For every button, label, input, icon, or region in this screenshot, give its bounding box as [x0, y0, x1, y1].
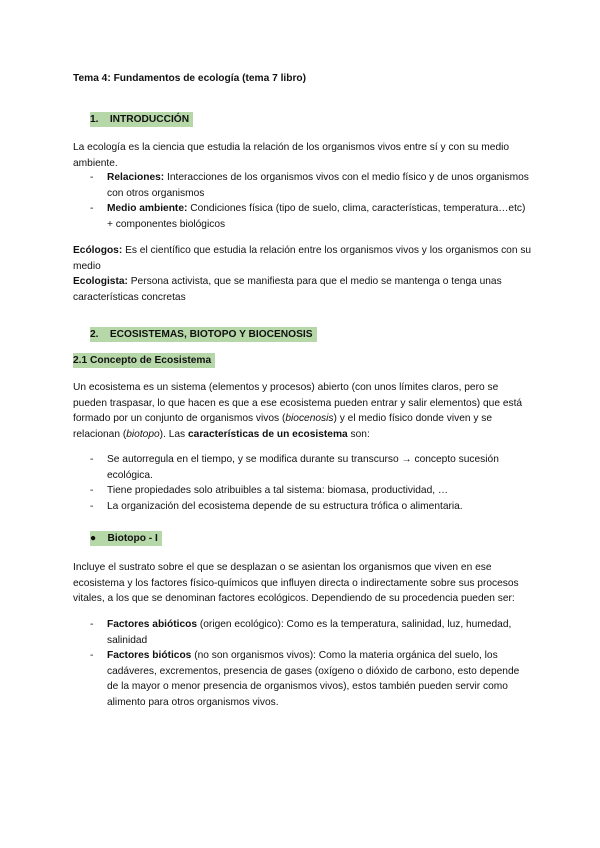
document-title: Tema 4: Fundamentos de ecología (tema 7 libro) [73, 73, 307, 84]
dash-bullet: - [90, 203, 94, 214]
bullet-icon: ● [90, 533, 97, 544]
biotopo-paragraph: Incluye el sustrato sobre el que se desplazan o se asientan los organismos que viven en ese ecosistema y los factores físico-químicos que influyen directa o indirectamente sobre sus procesos vitales, a los que se denominan factores ecológicos. Dependiendo de su procedencia pueden ser: [73, 562, 519, 604]
section-2-number: 2. [90, 329, 99, 340]
dash-bullet: - [90, 500, 94, 512]
list-item: - Se autorregula en el tiempo, y se modifica durante su transcurso → concepto sucesión ecológica. [90, 454, 499, 481]
list-item: - Factores abióticos (origen ecológico): Como es la temperatura, salinidad, luz, humedad, salinidad [90, 619, 512, 646]
list-item: - Relaciones: Interacciones de los organismos vivos con el medio físico y de unos organismos con otros organismos [90, 172, 529, 199]
subsection-2-1-title: 2.1 Concepto de Ecosistema [73, 353, 215, 368]
intro-paragraph: La ecología es la ciencia que estudia la relación de los organismos vivos entre sí y con su medio ambiente. [73, 142, 510, 169]
dash-bullet: - [90, 619, 94, 630]
dash-bullet: - [90, 485, 94, 496]
list-item: - La organización del ecosistema depende de su estructura trófica o alimentaria. [90, 499, 530, 515]
subsection-2-1-heading [73, 353, 533, 369]
biotopo-heading [90, 531, 550, 547]
list-item: - Tiene propiedades solo atribuibles a tal sistema: biomasa, productividad, … [90, 483, 530, 499]
list-item: - Medio ambiente: Condiciones física (tipo de suelo, clima, características, temperatura…etc) + componentes biológicos [90, 203, 526, 230]
biotopo-title: Biotopo - I [107, 533, 158, 544]
section-2-title: ECOSISTEMAS, BIOTOPO Y BIOCENOSIS [109, 329, 313, 340]
dash-bullet: - [90, 172, 94, 183]
ecosistema-paragraph: Un ecosistema es un sistema (elementos y procesos) abierto (con unos límites claros, pero se pueden traspasar, lo que hacen es que a ese ecosistema pueden entrar y salir elementos) que está formado por un conjunto de organismos vivos (biocenosis) y el medio físico donde viven y se relacionan (biotopo). Las características de un ecosistema son: [73, 382, 523, 440]
ecologos-definition: Ecólogos: Es el científico que estudia la relación entre los organismos vivos y los organismos con su medio Ecologista: Persona activista, que se manifiesta para que el medio se mantenga o tenga unas características concretas [73, 245, 532, 303]
dash-bullet: - [90, 650, 94, 661]
section-1-number: 1. [90, 114, 99, 125]
intro-list [90, 170, 530, 232]
list-item: - Factores bióticos (no son organismos vivos): Como la materia orgánica del suelo, los cadáveres, excrementos, presencia de gases (oxígeno o dióxido de carbono, esto depende de la mayor o menor presencia de organismos vivos), estos también pueden servir como alimento para otros organismos vivos. [90, 650, 520, 708]
section-2-heading [90, 327, 550, 343]
ecosistema-characteristics-list [90, 452, 530, 514]
section-1-title: INTRODUCCIÓN [109, 114, 190, 125]
section-1-heading [90, 112, 550, 128]
factores-list [90, 617, 530, 710]
dash-bullet: - [90, 454, 94, 465]
